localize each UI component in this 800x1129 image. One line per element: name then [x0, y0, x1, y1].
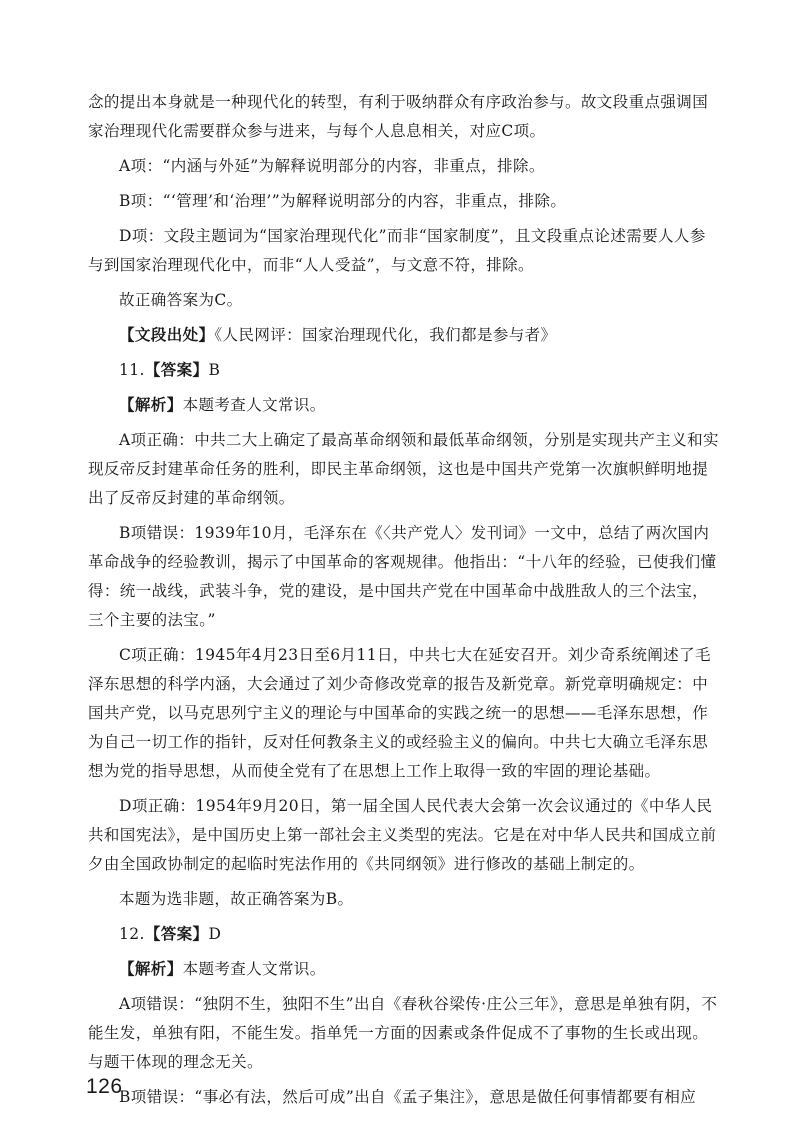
paragraph-conclusion: 故正确答案为C。 [119, 291, 243, 309]
q11-conclusion: 本题为选非题，故正确答案为B。 [119, 890, 354, 908]
q12-answer-line [88, 920, 720, 949]
q12-answer-value: D [208, 925, 222, 943]
paragraph-continued: 念的提出本身就是一种现代化的转型，有利于吸纳群众有序政治参与。故文段重点强调国家治理现代化需要群众参与进来，与每个人息息相关，对应C项。 [88, 93, 709, 140]
q12-option-b: B项错误：“事必有法，然后可成”出自《孟子集注》，意思是做任何事情都要有相应 [119, 1088, 697, 1106]
q12-number: 12. [119, 925, 145, 943]
q11-answer-label: 【答案】 [144, 361, 209, 379]
paragraph-option-d: D项：文段主题词为“国家治理现代化”而非“国家制度”，且文段重点论述需要人人参与到国家治理现代化中，而非“人人受益”，与文意不符，排除。 [88, 227, 706, 274]
page-content [88, 88, 720, 1118]
paragraph-option-b: B项：“‘管理’和‘治理’”为解释说明部分的内容，非重点，排除。 [119, 192, 567, 210]
q11-option-d: D项正确：1954年9月20日，第一届全国人民代表大会第一次会议通过的《中华人民共和国宪法》，是中国历史上第一部社会主义类型的宪法。它是在对中华人民共和国成立前夕由全国政协制定的起临时宪法作用的《共同纲领》进行修改的基础上制定的。 [88, 797, 717, 873]
q11-analysis-label: 【解析】 [119, 396, 183, 414]
q11-number: 11. [119, 361, 145, 379]
q12-analysis-label: 【解析】 [119, 960, 183, 978]
q12-answer-label: 【答案】 [144, 925, 209, 943]
paragraph-option-a: A项：“内涵与外延”为解释说明部分的内容，非重点，排除。 [119, 157, 545, 175]
q11-option-a: A项正确：中共二大上确定了最高革命纲领和最低革命纲领，分别是实现共产主义和实现反帝反封建革命任务的胜利，即民主革命纲领，这也是中国共产党第一次旗帜鲜明地提出了反帝反封建的革命纲领。 [88, 431, 719, 507]
q11-analysis-text: 本题考查人文常识。 [182, 396, 326, 414]
q11-option-c: C项正确：1945年4月23日至6月11日，中共七大在延安召开。刘少奇系统阐述了毛泽东思想的科学内涵，大会通过了刘少奇修改党章的报告及新党章。新党章明确规定：中国共产党，以马克思列宁主义的理论与中国革命的实践之统一的思想——毛泽东思想，作为自己一切工作的指针，反对任何教条主义的或经验主义的偏向。中共七大确立毛泽东思想为党的指导思想，从而使全党有了在思想上工作上取得一致的牢固的理论基础。 [88, 646, 711, 780]
source-line [88, 321, 720, 350]
q12-analysis-line [88, 955, 720, 984]
q11-answer-value: B [208, 361, 221, 379]
q11-answer-line [88, 356, 720, 385]
source-label: 【文段出处】 [119, 326, 215, 344]
q11-option-b: B项错误：1939年10月，毛泽东在《〈共产党人〉发刊词》一文中，总结了两次国内革命战争的经验教训，揭示了中国革命的客观规律。他指出：“十八年的经验，已使我们懂得：统一战线，武装斗争，党的建设，是中国共产党在中国革命中战胜敌人的三个法宝，三个主要的法宝。” [88, 524, 717, 629]
source-text: 《人民网评：国家治理现代化，我们都是参与者》 [214, 326, 557, 344]
q12-analysis-text: 本题考查人文常识。 [182, 960, 326, 978]
q11-analysis-line [88, 391, 720, 420]
q12-option-a: A项错误：“独阴不生，独阳不生”出自《春秋谷梁传·庄公三年》，意思是单独有阴，不能生发，单独有阳，不能生发。指单凭一方面的因素或条件促成不了事物的生长或出现。与题干体现的理念无关。 [88, 995, 718, 1071]
page-number: 126 [86, 1075, 123, 1098]
